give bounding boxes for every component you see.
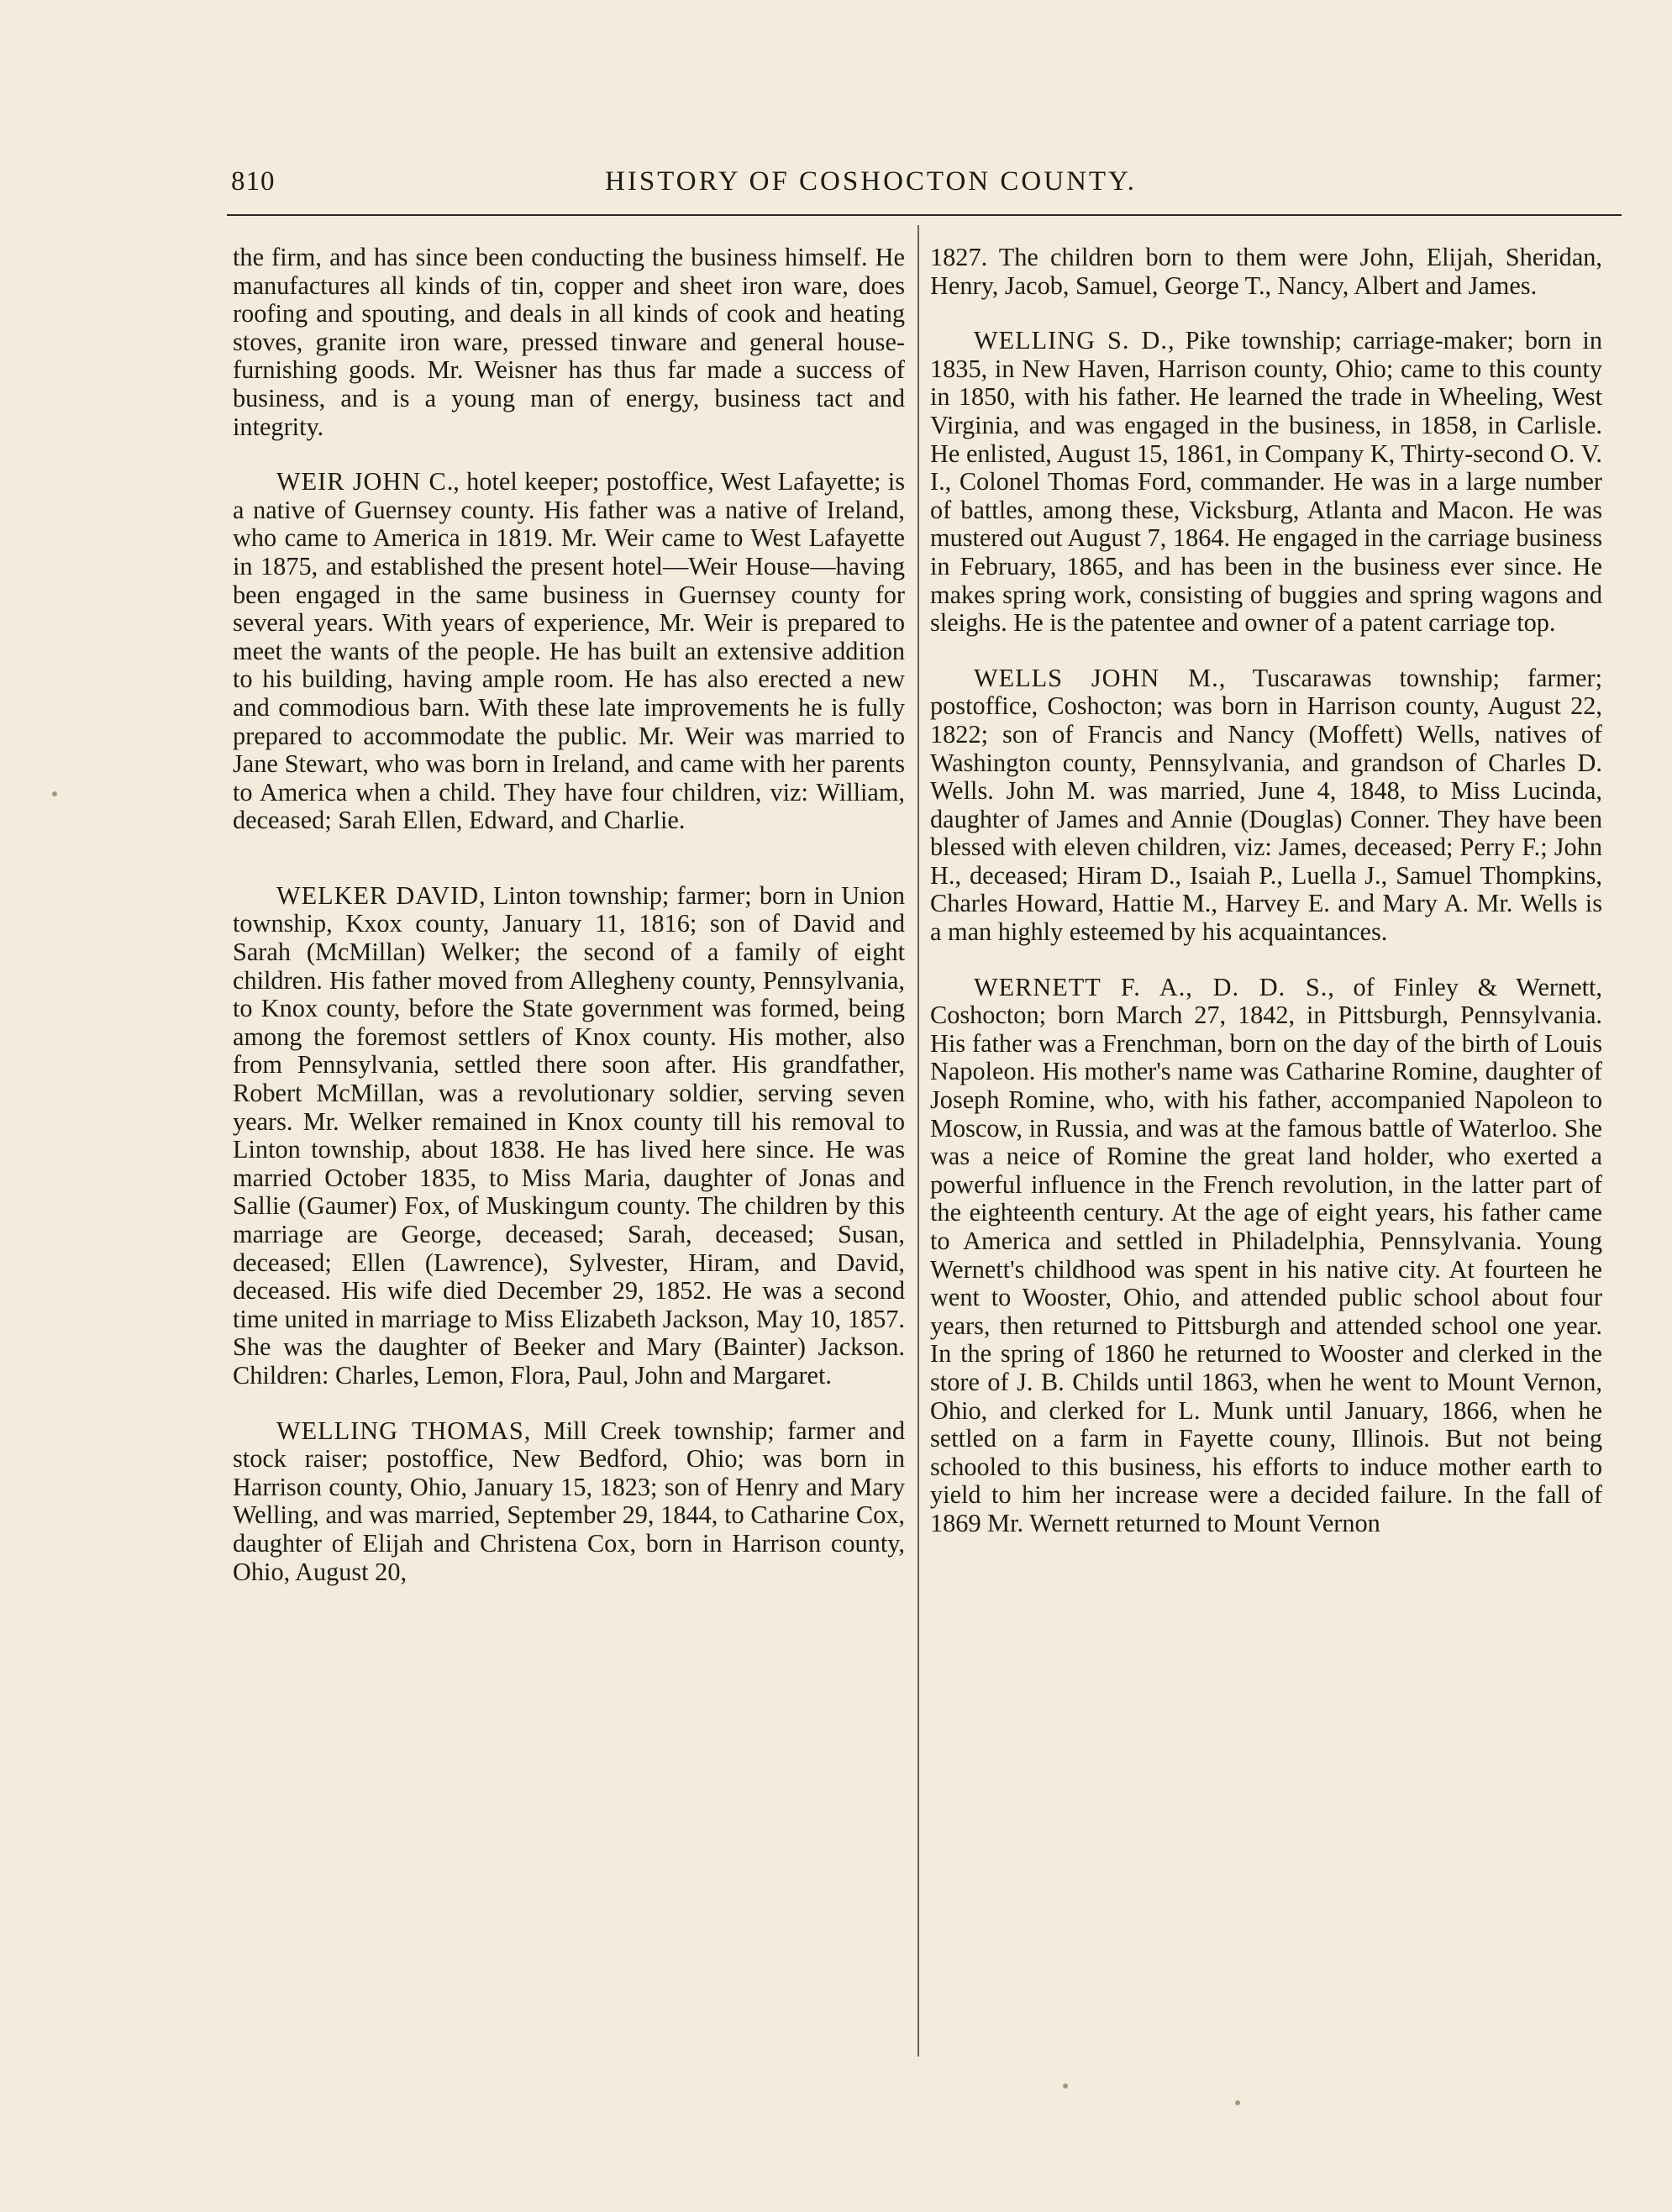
entry-text: , Tuscarawas township; farmer; postoffice, Coshocton; was born in Harrison county, August 22, 1822; son of Francis and Nancy (Moffett) Wells, natives of Washington county, Pennsylvania, and grandson of Charles D. Wells. John M. was married, June 4, 1848, to Miss Lucinda, daughter of James and Annie (Douglas) Conner. They have been blessed with eleven children, viz: James, deceased; Perry F.; John H., deceased; Hiram D., Isaiah P., Luella J., Samuel Thompkins, Charles Howard, Hattie M., Harvey E. and Mary A. Mr. Wells is a man highly esteemed by his acquaintances. xyxy=(930,663,1602,947)
biography-entry xyxy=(930,974,1602,1538)
biography-entry xyxy=(233,1417,905,1587)
entry-name: WELLS JOHN M. xyxy=(974,663,1219,692)
biography-entry xyxy=(233,468,905,835)
entry-text: , Linton township; farmer; born in Union township, Kxox county, January 11, 1816; son of David and Sarah (McMillan) Welker; the second of a family of eight children. His father moved from Allegheny county, Pennsylvania, to Knox county, before the State government was formed, being among the foremost settlers of Knox county. His mother, also from Pennsylvania, settled there soon after. His grandfather, Robert McMillan, was a revolutionary soldier, serving seven years. Mr. Welker remained in Knox county till his removal to Linton township, about 1838. He has lived here since. He was married October 1835, to Miss Maria, daughter of Jonas and Sallie (Gaumer) Fox, of Muskingum county. The children by this marriage are George, deceased; Sarah, deceased; Susan, deceased; Ellen (Lawrence), Sylvester, Hiram, and David, deceased. His wife died December 29, 1852. He was a second time united in marriage to Miss Elizabeth Jackson, May 10, 1857. She was the daughter of Beeker and Mary (Bainter) Jackson. Children: Charles, Lemon, Flora, Paul, John and Margaret. xyxy=(233,880,906,1390)
biography-entry xyxy=(930,665,1602,947)
biography-entry xyxy=(233,882,905,1390)
right-column xyxy=(930,244,1602,1538)
entry-name: WEIR JOHN C xyxy=(276,467,447,497)
page-number: 810 xyxy=(231,166,276,197)
paper-speck xyxy=(1063,2083,1068,2089)
entry-name: WELKER DAVID xyxy=(276,880,480,910)
continuation-paragraph: 1827. The children born to them were John, Elijah, Sheridan, Henry, Jacob, Samuel, George T., Nancy, Albert and James. xyxy=(930,243,1602,300)
entry-text: , Mill Creek township; farmer and stock raiser; postoffice, New Bedford, Ohio; was born in Harrison county, Ohio, January 15, 1823; son of Henry and Mary Welling, and was married, September 29, 1844, to Catharine Cox, daughter of Elijah and Christena Cox, born in Harrison county, Ohio, August 20, xyxy=(233,1416,905,1586)
column-divider xyxy=(917,225,919,2057)
entry-name: WELLING THOMAS xyxy=(276,1416,524,1445)
left-column xyxy=(233,244,905,1586)
paper-speck xyxy=(52,791,57,796)
entry-text: , Pike township; carriage-maker; born in 1835, in New Haven, Harrison county, Ohio; came to this county in 1850, with his father. He learned the trade in Wheeling, West Virginia, and was engaged in the business, in 1858, in Carlisle. He enlisted, August 15, 1861, in Company K, Thirty-second O. V. I., Colonel Thomas Ford, commander. He was in a large number of battles, among these, Vicksburg, Atlanta and Macon. He was mustered out August 7, 1864. He engaged in the carriage business in February, 1865, and has been in the business ever since. He makes spring work, consisting of buggies and spring wagons and sleighs. He is the patentee and owner of a patent carriage top. xyxy=(930,326,1602,638)
entry-text: ., hotel keeper; postoffice, West Lafayette; is a native of Guernsey county. His father was a native of Ireland, who came to America in 1819. Mr. Weir came to West Lafayette in 1875, and established the present hotel—Weir House—having been engaged in the same business in Guernsey county for several years. With years of experience, Mr. Weir is prepared to meet the wants of the people. He has built an extensive addition to his building, having ample room. He has also erected a new and commodious barn. With these late improvements he is fully prepared to accommodate the public. Mr. Weir was married to Jane Stewart, who was born in Ireland, and came with her parents to America when a child. They have four children, viz: William, deceased; Sarah Ellen, Edward, and Charlie. xyxy=(233,467,905,835)
entry-name: WELLING S. D. xyxy=(974,326,1168,355)
entry-name: WERNETT F. A., D. D. S. xyxy=(974,972,1328,1001)
biography-entry xyxy=(930,327,1602,638)
paper-speck xyxy=(1235,2100,1240,2105)
entry-text: , of Finley & Wernett, Coshocton; born March 27, 1842, in Pittsburgh, Pennsylvania. His father was a Frenchman, born on the day of the birth of Louis Napoleon. His mother's name was Catharine Romine, daughter of Joseph Romine, who, with his father, accompanied Napoleon to Moscow, in Russia, and was at the famous battle of Waterloo. She was a neice of Romine the great land holder, who exerted a powerful influence in the French revolution, in the latter part of the eighteenth century. At the age of eight years, his father came to America and settled in Philadelphia, Pennsylvania. Young Wernett's childhood was spent in his native city. At fourteen he went to Wooster, Ohio, and attended public school about four years, then returned to Pittsburgh and attended school one year. In the spring of 1860 he returned to Wooster and clerked in the store of J. B. Childs until 1863, when he went to Mount Vernon, Ohio, and clerked for L. Munk until January, 1866, when he settled on a farm in Fayette couny, Illinois. But not being schooled to this business, his efforts to induce mother earth to yield to him her increase were a decided failure. In the fall of 1869 Mr. Wernett returned to Mount Vernon xyxy=(930,972,1602,1537)
continuation-paragraph: the firm, and has since been conducting the business himself. He manufactures all kinds of tin, copper and sheet iron ware, does roofing and spouting, and deals in all kinds of cook and heating stoves, granite iron ware, pressed tinware and general house-furnishing goods. Mr. Weisner has thus far made a success of business, and is a young man of energy, business tact and integrity. xyxy=(233,243,905,441)
header-rule xyxy=(227,214,1622,216)
running-head: HISTORY OF COSHOCTON COUNTY. xyxy=(605,166,1137,197)
